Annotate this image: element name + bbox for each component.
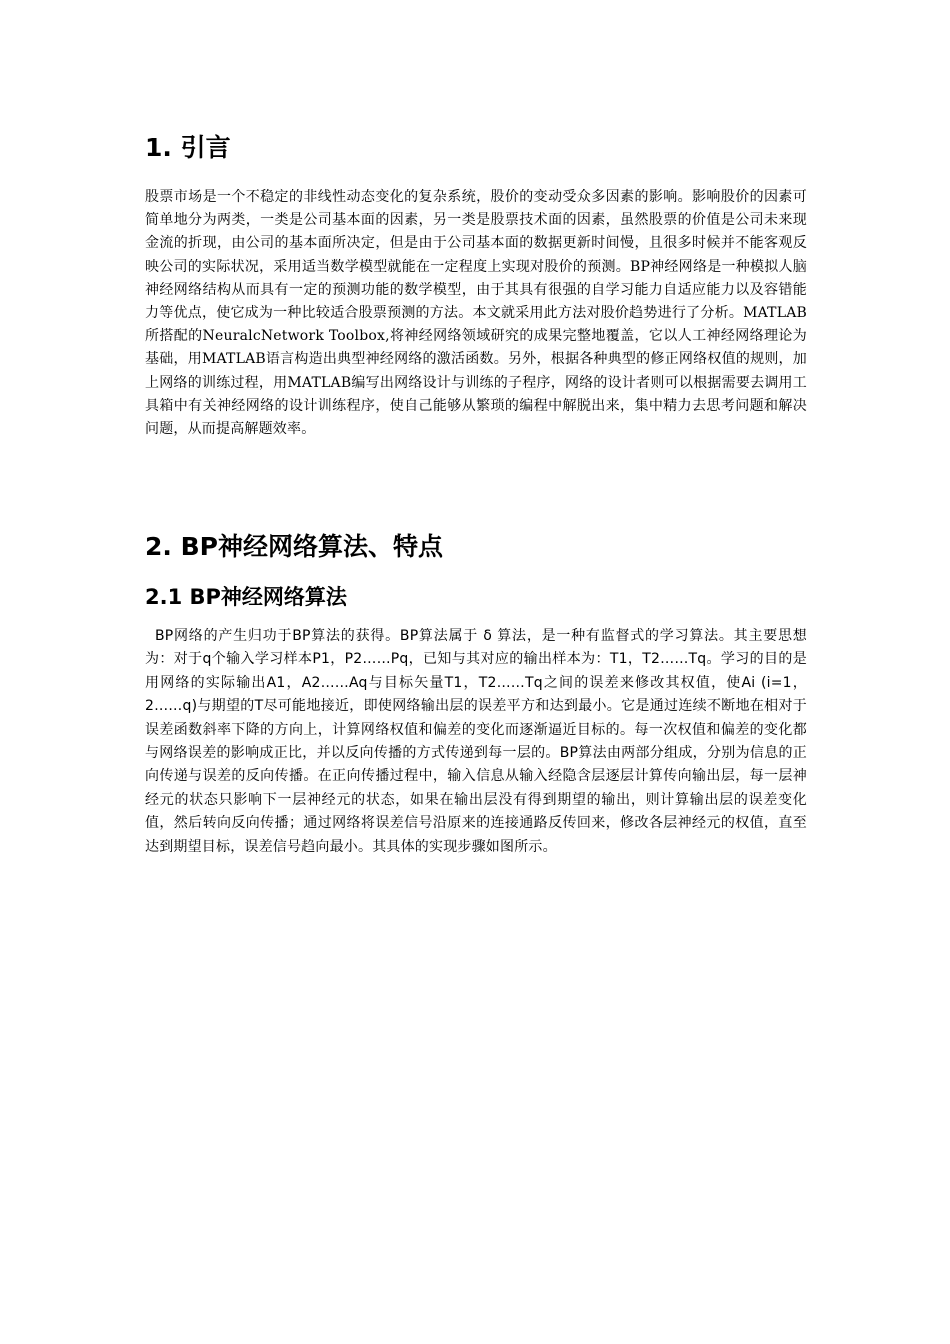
section-1-paragraph: 股票市场是一个不稳定的非线性动态变化的复杂系统，股价的变动受众多因素的影响。影响股价的因素可简单地分为两类，一类是公司基本面的因素，另一类是股票技术面的因素，虽然股票的价值是公司未来现金流的折现，由公司的基本面所决定，但是由于公司基本面的数据更新时间慢，且很多时候并不能客观反映公司的实际状况，采用适当数学模型就能在一定程度上实现对股价的预测。BP神经网络是一种模拟人脑神经网络结构从而具有一定的预测功能的数学模型，由于其具有很强的自学习能力自适应能力以及容错能力等优点，使它成为一种比较适合股票预测的方法。本文就采用此方法对股价趋势进行了分析。MATLAB所搭配的NeuralcNetwork Toolbox,将神经网络领域研究的成果完整地覆盖，它以人工神经网络理论为基础，用MATLAB语言构造出典型神经网络的激活函数。另外，根据各种典型的修正网络权值的规则，加上网络的训练过程，用MATLAB编写出网络设计与训练的子程序，网络的设计者则可以根据需要去调用工具箱中有关神经网络的设计训练程序，使自己能够从繁琐的编程中解脱出来，集中精力去思考问题和解决问题，从而提高解题效率。 [145,189,807,438]
section-2-heading: 2. BP神经网络算法、特点 [145,532,443,561]
section-2-1-paragraph: BP网络的产生归功于BP算法的获得。BP算法属于 δ 算法，是一种有监督式的学习算法。其主要思想为：对于q个输入学习样本P1，P2……Pq，已知与其对应的输出样本为：T1，T2……Tq。学习的目的是用网络的实际输出A1，A2……Aq与目标矢量T1，T2……Tq之间的误差来修改其权值，使Ai (i=1，2……q)与期望的T尽可能地接近，即使网络输出层的误差平方和达到最小。它是通过连续不断地在相对于误差函数斜率下降的方向上，计算网络权值和偏差的变化而逐渐逼近目标的。每一次权值和偏差的变化都与网络误差的影响成正比，并以反向传播的方式传递到每一层的。BP算法由两部分组成，分别为信息的正向传递与误差的反向传播。在正向传播过程中，输入信息从输入经隐含层逐层计算传向输出层，每一层神经元的状态只影响下一层神经元的状态，如果在输出层没有得到期望的输出，则计算输出层的误差变化值，然后转向反向传播；通过网络将误差信号沿原来的连接通路反传回来，修改各层神经元的权值，直至达到期望目标，误差信号趋向最小。其具体的实现步骤如图所示。 [145,628,807,855]
section-1-heading: 1. 引言 [145,133,231,162]
section-2-1-heading: 2.1 BP神经网络算法 [145,585,347,609]
